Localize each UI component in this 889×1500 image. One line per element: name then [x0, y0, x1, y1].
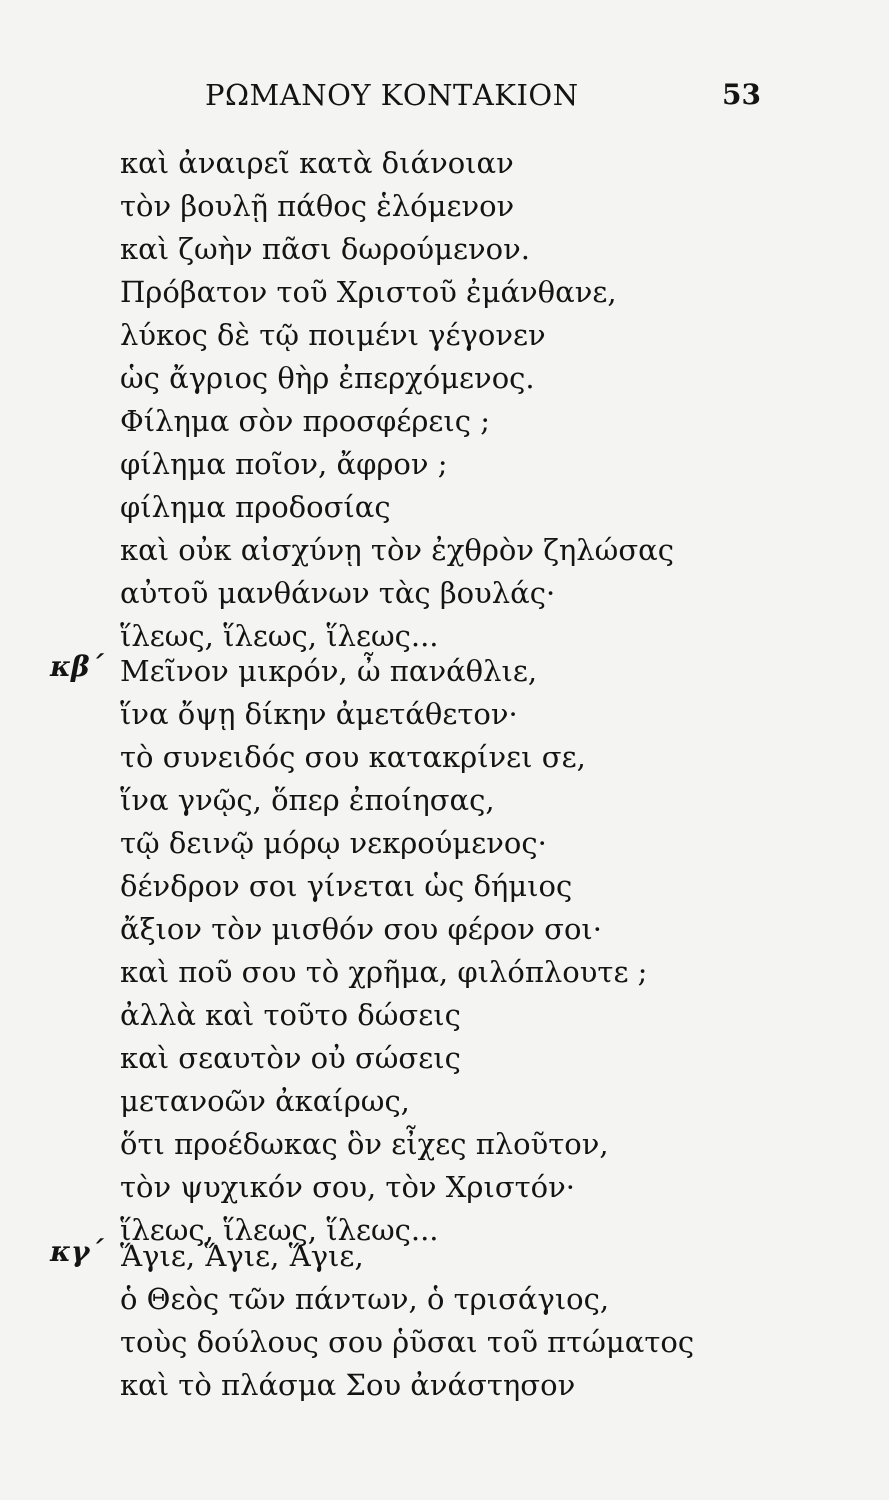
page-number: 53: [722, 78, 761, 111]
verse-line: ἵλεως, ἵλεως, ἵλεως...: [120, 619, 439, 653]
verse-number: κγ΄: [50, 1235, 104, 1268]
verse-line: τὸν βουλῇ πάθος ἑλόμενον: [120, 189, 515, 223]
verse-line: ἵνα ὄψῃ δίκην ἀμετάθετον·: [120, 697, 518, 731]
verse-line: Φίλημα σὸν προσφέρεις ;: [120, 404, 491, 438]
running-title: ΡΩΜΑΝΟΥ ΚΟΝΤΑΚΙΟΝ: [205, 78, 579, 112]
verse-line: λύκος δὲ τῷ ποιμένι γέγονεν: [120, 318, 546, 352]
verse-line: καὶ οὐκ αἰσχύνῃ τὸν ἐχθρὸν ζηλώσας: [120, 533, 674, 567]
verse-line: ὅτι προέδωκας ὃν εἶχες πλοῦτον,: [120, 1127, 609, 1161]
verse-line: τῷ δεινῷ μόρῳ νεκρούμενος·: [120, 826, 547, 860]
verse-line: μετανοῶν ἀκαίρως,: [120, 1084, 410, 1118]
verse-lines: [120, 650, 647, 1252]
verse-line: καὶ ζωὴν πᾶσι δωρούμενον.: [120, 232, 530, 266]
verse-line: τοὺς δούλους σου ῥῦσαι τοῦ πτώματος: [120, 1325, 695, 1359]
verse-line: ἄξιον τὸν μισθόν σου φέρον σοι·: [120, 912, 602, 946]
verse-line: τὸ συνειδός σου κατακρίνει σε,: [120, 740, 586, 774]
verse-line: ἵλεως, ἵλεως, ἵλεως...: [120, 1213, 439, 1247]
verse-line: καὶ σεαυτὸν οὐ σώσεις: [120, 1041, 461, 1075]
verse-line: ἀλλὰ καὶ τοῦτο δώσεις: [120, 998, 461, 1032]
verse-line: ὁ Θεὸς τῶν πάντων, ὁ τρισάγιος,: [120, 1282, 610, 1316]
verse-line: τὸν ψυχικόν σου, τὸν Χριστόν·: [120, 1170, 575, 1204]
verse-line: δένδρον σοι γίνεται ὡς δήμιος: [120, 869, 573, 903]
verse-lines: [120, 142, 674, 658]
verse-line: Μεῖνον μικρόν, ὦ πανάθλιε,: [120, 654, 538, 688]
verse-line: αὐτοῦ μανθάνων τὰς βουλάς·: [120, 576, 556, 610]
verse-line: φίλημα προδοσίας: [120, 490, 391, 524]
verse-line: Ἅγιε, Ἅγιε, Ἅγιε,: [120, 1239, 364, 1273]
verse-line: ἵνα γνῷς, ὅπερ ἐποίησας,: [120, 783, 495, 817]
verse-lines: [120, 1235, 694, 1407]
verse-line: καὶ τὸ πλάσμα Σου ἀνάστησον: [120, 1368, 576, 1402]
verse-line: φίλημα ποῖον, ἄφρον ;: [120, 447, 448, 481]
verse-number: κβ΄: [50, 650, 104, 683]
verse-line: καὶ ἀναιρεῖ κατὰ διάνοιαν: [120, 146, 514, 180]
verse-line: ὡς ἄγριος θὴρ ἐπερχόμενος.: [120, 361, 535, 395]
verse-line: Πρόβατον τοῦ Χριστοῦ ἐμάνθανε,: [120, 275, 617, 309]
verse-line: καὶ ποῦ σου τὸ χρῆμα, φιλόπλουτε ;: [120, 955, 648, 989]
